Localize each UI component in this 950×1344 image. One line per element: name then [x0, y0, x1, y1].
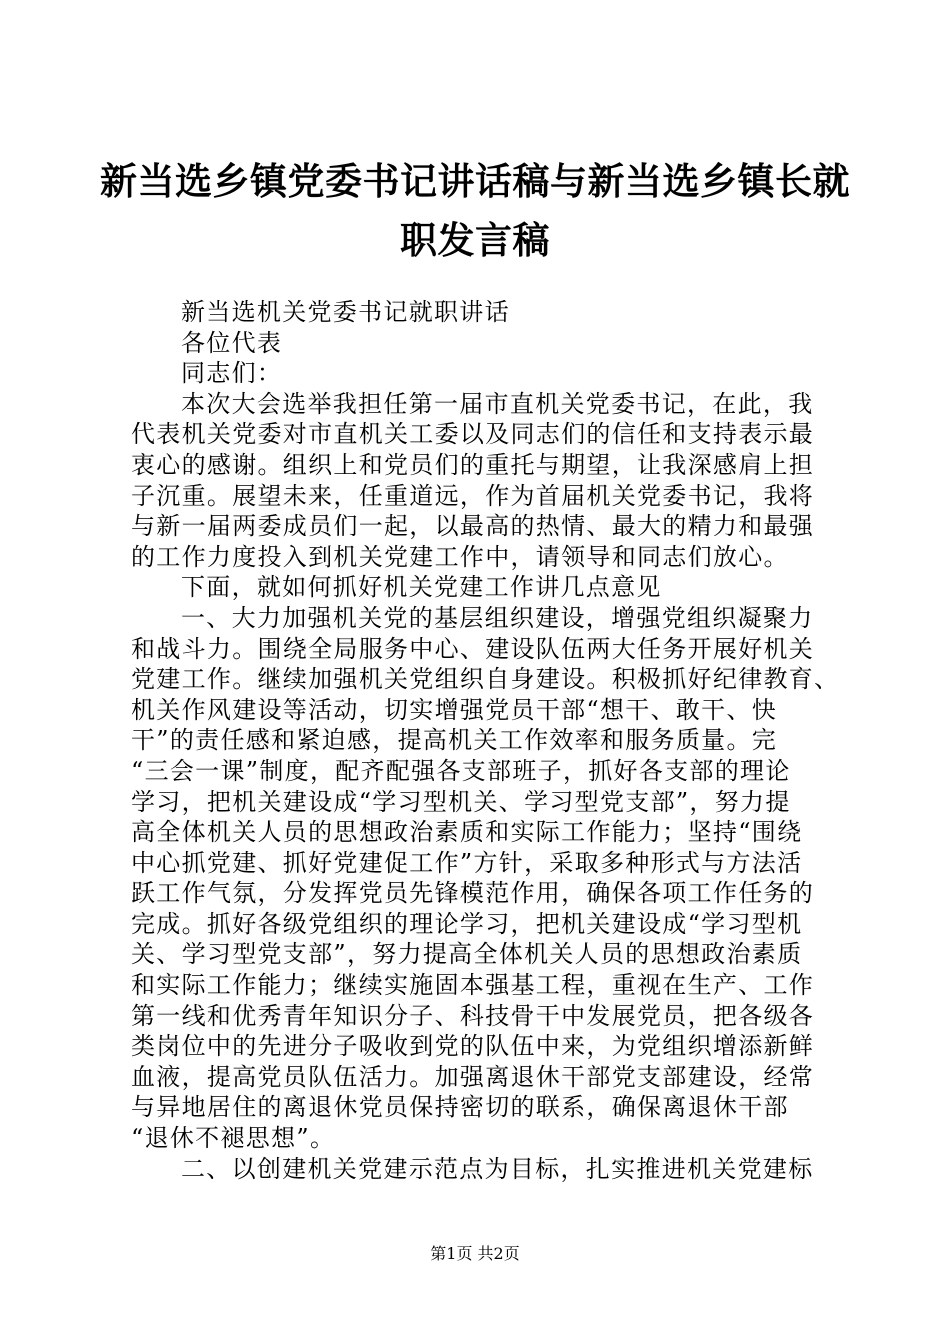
paragraph-line: “三会一课”制度，配齐配强各支部班子，抓好各支部的理论	[131, 756, 791, 785]
paragraph-line: “退休不褪思想”。	[131, 1124, 336, 1153]
paragraph-line: 子沉重。展望未来，任重道远，作为首届机关党委书记，我将	[131, 481, 815, 510]
paragraph-line: 一、大力加强机关党的基层组织建设，增强党组织凝聚力	[181, 603, 814, 632]
paragraph-line: 衷心的感谢。组织上和党员们的重托与期望，让我深感肩上担	[131, 450, 815, 479]
paragraph-line: 跃工作气氛，分发挥党员先锋模范作用，确保各项工作任务的	[131, 879, 815, 908]
paragraph-line: 和实际工作能力；继续实施固本强基工程，重视在生产、工作	[131, 971, 815, 1000]
paragraph-line: 下面，就如何抓好机关党建工作讲几点意见	[181, 573, 662, 602]
paragraph-line: 完成。抓好各级党组织的理论学习，把机关建设成“学习型机	[131, 909, 803, 938]
salutation-line: 同志们：	[181, 359, 283, 388]
paragraph-line: 党建工作。继续加强机关党组织自身建设。积极抓好纪律教育、	[131, 665, 840, 694]
paragraph-line: 血液，提高党员队伍活力。加强离退休干部党支部建设，经常	[131, 1062, 815, 1091]
paragraph-line: 类岗位中的先进分子吸收到党的队伍中来，为党组织增添新鲜	[131, 1032, 815, 1061]
paragraph-line: 高全体机关人员的思想政治素质和实际工作能力；坚持“围绕	[131, 818, 803, 847]
page-number-footer: 第1页 共2页	[430, 1244, 520, 1263]
document-title-line-1: 新当选乡镇党委书记讲话稿与新当选乡镇长就	[100, 160, 850, 203]
paragraph-line: 中心抓党建、抓好党建促工作”方针，采取多种形式与方法活	[131, 848, 803, 877]
paragraph-line: 干”的责任感和紧迫感，提高机关工作效率和服务质量。完	[131, 726, 778, 755]
paragraph-line: 与异地居住的离退休党员保持密切的联系，确保离退休干部	[131, 1093, 789, 1122]
paragraph-line: 代表机关党委对市直机关工委以及同志们的信任和支持表示最	[131, 420, 815, 449]
paragraph-line: 的工作力度投入到机关党建工作中，请领导和同志们放心。	[131, 542, 789, 571]
paragraph-line: 第一线和优秀青年知识分子、科技骨干中发展党员，把各级各	[131, 1001, 815, 1030]
paragraph-line: 学习，把机关建设成“学习型机关、学习型党支部”，努力提	[131, 787, 791, 816]
paragraph-line: 机关作风建设等活动，切实增强党员干部“想干、敢干、快	[131, 695, 778, 724]
paragraph-line: 本次大会选举我担任第一届市直机关党委书记，在此，我	[181, 389, 814, 418]
document-title-line-2: 职发言稿	[400, 219, 550, 262]
paragraph-line: 关、学习型党支部”，努力提高全体机关人员的思想政治素质	[131, 940, 803, 969]
speech-heading: 新当选机关党委书记就职讲话	[181, 298, 510, 326]
paragraph-line: 与新一届两委成员们一起，以最高的热情、最大的精力和最强	[131, 512, 815, 541]
document-body	[131, 297, 840, 1184]
salutation-line: 各位代表	[181, 328, 283, 357]
paragraph-line: 二、以创建机关党建示范点为目标，扎实推进机关党建标	[181, 1154, 814, 1183]
paragraph-line: 和战斗力。围绕全局服务中心、建设队伍两大任务开展好机关	[131, 634, 815, 663]
